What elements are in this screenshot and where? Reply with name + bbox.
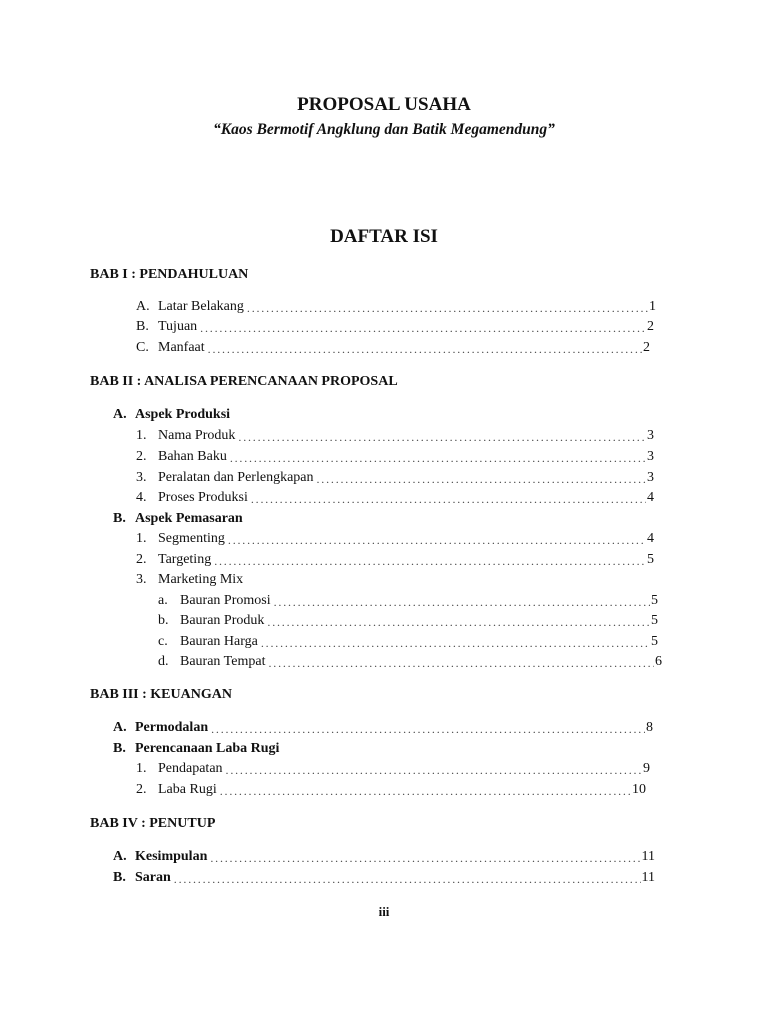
entry-label: Bauran Tempat bbox=[180, 654, 266, 669]
entry-label: Tujuan bbox=[158, 319, 198, 334]
entry-page: 4 bbox=[647, 531, 654, 546]
toc-title: DAFTAR ISI bbox=[330, 226, 438, 247]
entry-label: Bahan Baku bbox=[158, 449, 227, 464]
toc-entry bbox=[136, 427, 654, 445]
entry-label: Latar Belakang bbox=[158, 299, 244, 314]
entry-label: Saran bbox=[135, 870, 171, 885]
dot-leader bbox=[317, 471, 647, 487]
entry-page: 5 bbox=[651, 593, 658, 608]
chapter-heading-bab1: BAB I : PENDAHULUAN bbox=[90, 267, 249, 282]
entry-marker: B. bbox=[113, 741, 126, 756]
entry-marker: 1. bbox=[136, 761, 147, 776]
dot-leader bbox=[247, 300, 648, 316]
chapter-heading-bab3: BAB III : KEUANGAN bbox=[90, 687, 232, 702]
entry-label: Aspek Produksi bbox=[135, 407, 231, 422]
toc-section-heading bbox=[113, 406, 413, 424]
entry-marker: 3. bbox=[136, 572, 147, 587]
toc-entry bbox=[136, 448, 654, 466]
dot-leader bbox=[214, 553, 646, 569]
toc-entry bbox=[136, 530, 654, 548]
toc-entry bbox=[136, 318, 654, 336]
entry-label: Aspek Pemasaran bbox=[135, 511, 243, 526]
entry-marker: B. bbox=[113, 511, 126, 526]
toc-entry bbox=[136, 489, 654, 507]
entry-label: Bauran Harga bbox=[180, 634, 258, 649]
toc-entry bbox=[136, 571, 436, 589]
entry-page: 1 bbox=[649, 299, 656, 314]
entry-label: Permodalan bbox=[135, 720, 209, 735]
toc-entry bbox=[136, 298, 656, 316]
toc-entry bbox=[136, 469, 654, 487]
entry-marker: c. bbox=[158, 634, 168, 649]
entry-label: Pendapatan bbox=[158, 761, 223, 776]
toc-subentry bbox=[158, 592, 658, 610]
entry-marker: 1. bbox=[136, 428, 147, 443]
entry-marker: 2. bbox=[136, 552, 147, 567]
chapter-heading-bab4: BAB IV : PENUTUP bbox=[90, 816, 216, 831]
entry-marker: C. bbox=[136, 340, 149, 355]
entry-label: Nama Produk bbox=[158, 428, 236, 443]
dot-leader bbox=[200, 320, 646, 336]
toc-entry bbox=[136, 551, 654, 569]
entry-page: 11 bbox=[641, 849, 655, 864]
dot-leader bbox=[230, 450, 646, 466]
entry-label: Manfaat bbox=[158, 340, 205, 355]
entry-marker: 1. bbox=[136, 531, 147, 546]
dot-leader bbox=[251, 491, 646, 507]
entry-label: Bauran Produk bbox=[180, 613, 265, 628]
dot-leader bbox=[267, 614, 650, 630]
entry-page: 8 bbox=[646, 720, 653, 735]
entry-marker: A. bbox=[113, 720, 127, 735]
entry-page: 4 bbox=[647, 490, 654, 505]
entry-marker: B. bbox=[136, 319, 149, 334]
entry-page: 2 bbox=[643, 340, 650, 355]
toc-entry bbox=[136, 781, 646, 799]
entry-marker: b. bbox=[158, 613, 169, 628]
entry-marker: 3. bbox=[136, 470, 147, 485]
entry-page: 9 bbox=[643, 761, 650, 776]
entry-marker: A. bbox=[113, 407, 127, 422]
entry-marker: d. bbox=[158, 654, 169, 669]
document-subtitle: “Kaos Bermotif Angklung dan Batik Megamendung” bbox=[213, 121, 555, 138]
entry-label: Laba Rugi bbox=[158, 782, 217, 797]
entry-label: Kesimpulan bbox=[135, 849, 208, 864]
entry-page: 6 bbox=[655, 654, 662, 669]
entry-marker: A. bbox=[113, 849, 127, 864]
toc-entry bbox=[113, 848, 655, 866]
dot-leader bbox=[238, 429, 646, 445]
entry-page: 3 bbox=[647, 449, 654, 464]
entry-page: 3 bbox=[647, 428, 654, 443]
dot-leader bbox=[220, 783, 631, 799]
page-number: iii bbox=[378, 904, 390, 919]
dot-leader bbox=[268, 655, 654, 671]
entry-page: 11 bbox=[641, 870, 655, 885]
dot-leader bbox=[261, 635, 650, 651]
entry-label: Marketing Mix bbox=[158, 572, 244, 587]
dot-leader bbox=[210, 850, 640, 866]
dot-leader bbox=[228, 532, 646, 548]
entry-label: Peralatan dan Perlengkapan bbox=[158, 470, 314, 485]
entry-marker: B. bbox=[113, 870, 126, 885]
entry-page: 10 bbox=[632, 782, 646, 797]
entry-marker: a. bbox=[158, 593, 168, 608]
chapter-heading-bab2: BAB II : ANALISA PERENCANAAN PROPOSAL bbox=[90, 374, 398, 389]
toc-entry bbox=[113, 719, 653, 737]
toc-subentry bbox=[158, 612, 658, 630]
entry-marker: 2. bbox=[136, 449, 147, 464]
entry-marker: 4. bbox=[136, 490, 147, 505]
dot-leader bbox=[208, 341, 642, 357]
entry-page: 5 bbox=[651, 613, 658, 628]
entry-page: 2 bbox=[647, 319, 654, 334]
toc-section-heading bbox=[113, 510, 413, 528]
dot-leader bbox=[174, 871, 641, 887]
entry-page: 5 bbox=[651, 634, 658, 649]
toc-section-heading bbox=[113, 740, 413, 758]
entry-label: Targeting bbox=[158, 552, 212, 567]
toc-entry bbox=[113, 869, 655, 887]
dot-leader bbox=[226, 762, 642, 778]
entry-label: Proses Produksi bbox=[158, 490, 248, 505]
entry-label: Perencanaan Laba Rugi bbox=[135, 741, 280, 756]
toc-entry bbox=[136, 760, 650, 778]
entry-label: Segmenting bbox=[158, 531, 225, 546]
dot-leader bbox=[274, 594, 650, 610]
toc-entry bbox=[136, 339, 650, 357]
entry-marker: A. bbox=[136, 299, 150, 314]
dot-leader bbox=[211, 721, 645, 737]
toc-subentry bbox=[158, 633, 658, 651]
entry-marker: 2. bbox=[136, 782, 147, 797]
entry-page: 3 bbox=[647, 470, 654, 485]
entry-label: Bauran Promosi bbox=[180, 593, 271, 608]
entry-page: 5 bbox=[647, 552, 654, 567]
toc-subentry bbox=[158, 653, 662, 671]
document-title: PROPOSAL USAHA bbox=[297, 94, 471, 115]
